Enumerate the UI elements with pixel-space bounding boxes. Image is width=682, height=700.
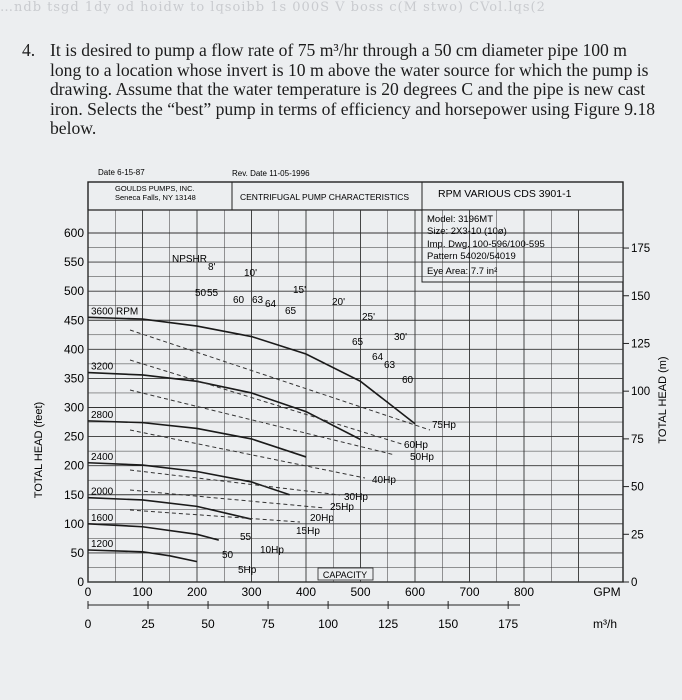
company-line2: Seneca Falls, NY 13148 <box>115 193 196 202</box>
head-curve <box>88 524 219 540</box>
right-axis-label: TOTAL HEAD (m) <box>657 356 669 444</box>
x-tick-label-gpm: 500 <box>350 585 371 599</box>
x-tick-label-gpm: 300 <box>241 585 262 599</box>
info-model: Model: 3196MT <box>427 214 494 225</box>
horsepower-line <box>130 470 340 495</box>
y-tick-label: 450 <box>63 313 84 328</box>
y-tick-label: 600 <box>63 226 84 240</box>
y-right-tick-label: 75 <box>631 433 644 446</box>
horsepower-label: 75Hp <box>432 420 456 431</box>
efficiency-label: 65 <box>285 306 297 317</box>
left-axis-label: TOTAL HEAD (feet) <box>33 401 45 499</box>
x-tick-label-m3h: m³/h <box>593 617 617 631</box>
efficiency-label: 50 <box>222 550 234 561</box>
efficiency-label: 64 <box>265 299 277 310</box>
y-tick-label: 0 <box>77 575 84 589</box>
y-right-tick-label: 100 <box>631 386 651 399</box>
y-right-tick-label: 125 <box>631 338 651 351</box>
x-tick-label-gpm: GPM <box>593 585 621 599</box>
y-right-tick-label: 50 <box>631 481 644 494</box>
efficiency-label: 60 <box>233 295 245 306</box>
y-tick-label: 150 <box>63 487 84 502</box>
horsepower-line <box>130 510 300 522</box>
efficiency-label: 65 <box>352 337 364 348</box>
x-tick-label-m3h: 50 <box>201 617 215 631</box>
npsh-value-label: 20' <box>332 297 346 308</box>
x-tick-label-m3h: 0 <box>84 617 92 631</box>
horsepower-label: 15Hp <box>296 526 320 537</box>
x-tick-label-m3h: 125 <box>378 617 399 631</box>
rpm-title: RPM VARIOUS CDS 3901-1 <box>438 188 572 200</box>
company-line1: GOULDS PUMPS, INC. <box>115 184 195 193</box>
y-tick-label: 300 <box>63 400 84 415</box>
x-tick-label-gpm: 700 <box>459 585 480 599</box>
chart-title: CENTRIFUGAL PUMP CHARACTERISTICS <box>240 192 410 202</box>
npsh-value-label: 10' <box>244 268 258 279</box>
head-curve <box>88 463 290 495</box>
efficiency-label: 63 <box>252 295 264 306</box>
y-tick-label: 250 <box>63 429 84 444</box>
rpm-label: 2400 <box>91 451 114 463</box>
horsepower-line <box>130 430 365 478</box>
horsepower-label: 60Hp <box>404 440 428 451</box>
npsh-label: NPSHR <box>172 254 208 265</box>
capacity-label: CAPACITY <box>322 570 368 580</box>
horsepower-line <box>130 360 405 445</box>
bleed-through-text: …ndb tsgd 1dy od hoidw to lqsoibb 1s 000S V boss c(M stwo) CVol.lqs(2 <box>0 0 546 15</box>
x-tick-label-gpm: 0 <box>84 585 92 599</box>
x-tick-label-gpm: 800 <box>513 585 535 599</box>
efficiency-label: 60 <box>402 375 414 386</box>
rpm-label: 1600 <box>91 512 114 524</box>
y-right-tick-label: 0 <box>631 577 638 589</box>
x-tick-label-gpm: 200 <box>186 585 208 599</box>
rev-date-text: Rev. Date 11-05-1996 <box>232 169 310 178</box>
horsepower-label: 30Hp <box>344 492 368 503</box>
x-tick-label-m3h: 100 <box>318 617 339 631</box>
info-size: Size: 2X3-10 (10ø) <box>427 226 507 237</box>
x-tick-label-m3h: 75 <box>261 617 275 631</box>
y-tick-label: 500 <box>63 284 84 299</box>
question-text: It is desired to pump a flow rate of 75 m³/hr through a 50 cm diameter pipe 100 m long to a location whose invert is 10 m above the water source for which the pump is drawing. Assume that the water temperature is 20 degrees C and the pipe is new cast iron. Selects the “best” pump in terms of efficiency and horsepower using Figure 9.18 below. <box>50 40 656 138</box>
rpm-label: 2800 <box>91 409 114 421</box>
question-number: 4. <box>22 40 36 60</box>
info-pattern: Pattern 54020/54019 <box>427 251 516 262</box>
rpm-label: 3600 RPM <box>91 306 139 318</box>
horsepower-label: 40Hp <box>372 475 396 486</box>
head-capacity-curves <box>88 262 456 576</box>
horsepower-label: 10Hp <box>260 545 284 556</box>
rpm-label: 2000 <box>91 486 114 498</box>
x-tick-label-gpm: 100 <box>132 585 153 599</box>
horsepower-label: 20Hp <box>310 513 334 524</box>
efficiency-label: 55 <box>240 532 252 543</box>
horsepower-label: 25Hp <box>330 502 354 513</box>
x-tick-label-m3h: 150 <box>438 617 459 631</box>
y-tick-label: 400 <box>63 342 84 357</box>
y-right-tick-label: 25 <box>631 529 644 542</box>
y-tick-label: 100 <box>63 516 84 531</box>
rpm-label: 1200 <box>91 539 114 551</box>
y-tick-label: 350 <box>63 371 84 386</box>
y-right-tick-label: 175 <box>631 243 651 256</box>
horsepower-label: 50Hp <box>410 452 434 463</box>
x-tick-label-gpm: 600 <box>404 585 426 599</box>
y-tick-label: 50 <box>70 545 84 560</box>
efficiency-label: 55 <box>207 288 219 299</box>
x-tick-label-m3h: 25 <box>141 617 155 631</box>
info-eye-area: Eye Area: 7.7 in² <box>427 266 498 277</box>
y-tick-label: 550 <box>63 255 84 270</box>
horsepower-line <box>130 490 325 508</box>
rpm-label: 3200 <box>91 361 114 373</box>
date-text: Date 6-15-87 <box>98 168 145 177</box>
x-tick-label-m3h: 175 <box>498 617 519 631</box>
npsh-value-label: 8' <box>208 262 216 273</box>
x-tick-label-gpm: 400 <box>295 585 317 599</box>
horsepower-label: 5Hp <box>238 565 257 576</box>
npsh-value-label: 15' <box>293 285 307 296</box>
y-right-tick-label: 150 <box>631 290 651 303</box>
npsh-value-label: 30' <box>394 332 408 343</box>
efficiency-label: 50 <box>195 288 207 299</box>
info-imp-dwg: Imp. Dwg. 100-596/100-595 <box>427 239 545 250</box>
efficiency-label: 64 <box>372 352 384 363</box>
efficiency-label: 63 <box>384 360 396 371</box>
y-tick-label: 200 <box>63 458 84 473</box>
npsh-value-label: 25' <box>362 312 376 323</box>
